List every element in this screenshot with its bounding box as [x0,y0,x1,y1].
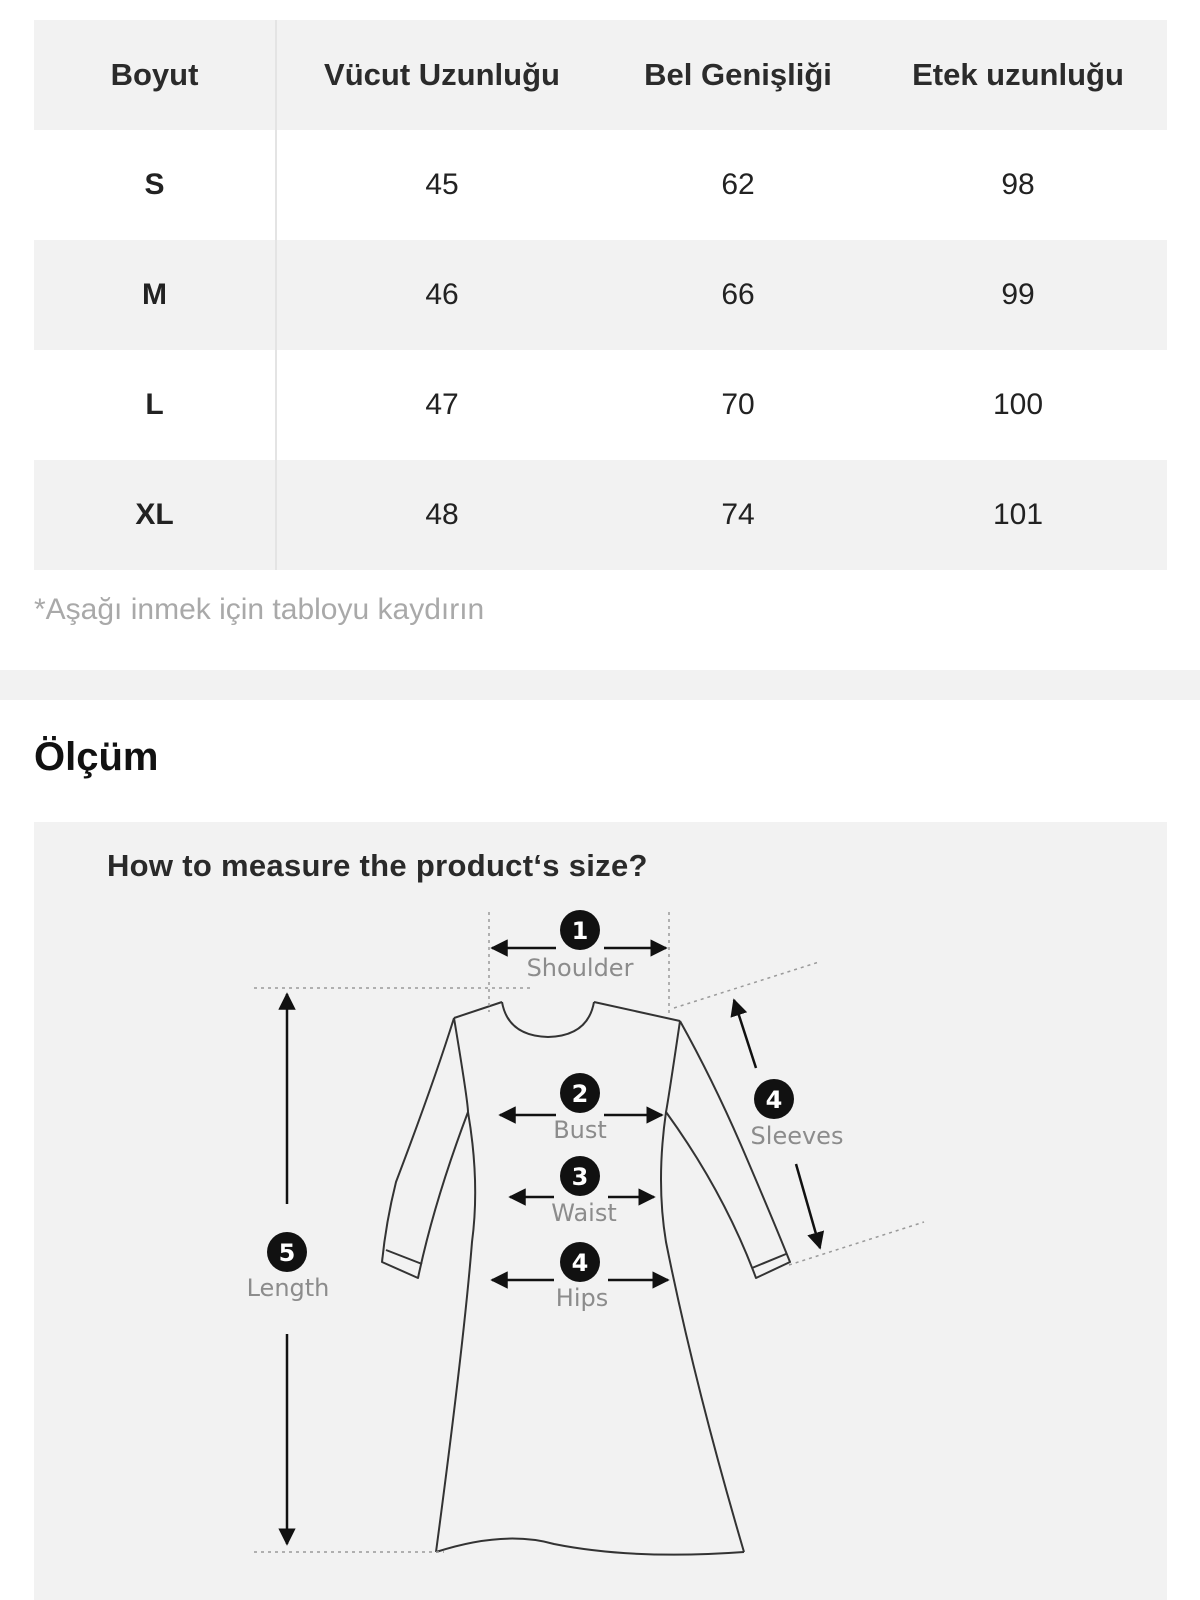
waist-width-cell: 74 [721,498,755,531]
waist-marker [551,1156,616,1227]
shoulder-marker [527,910,634,982]
guide-title: How to measure the product‘s size? [107,848,648,883]
size-cell: L [34,350,277,460]
table-row [34,130,1167,240]
scroll-hint: *Aşağı inmek için tabloyu kaydırın [34,593,485,626]
bust-marker [553,1073,607,1144]
size-cell: S [34,130,277,240]
marker-number: 1 [571,917,589,945]
marker-number: 5 [278,1239,296,1267]
header-skirt-length: Etek uzunluğu [912,57,1124,92]
marker-label: Bust [553,1116,607,1144]
marker-label: Length [246,1274,330,1302]
table-row [34,240,1167,350]
size-table[interactable] [34,20,1167,570]
waist-width-cell: 70 [721,388,755,421]
marker-number: 2 [571,1080,589,1108]
table-header-row [34,20,1167,130]
guide-lines [254,912,924,1552]
size-cell: M [34,240,277,350]
section-divider [0,670,1200,700]
sleeves-marker [751,1079,844,1150]
marker-label: Shoulder [526,954,634,982]
measurement-section-title: Ölçüm [34,735,159,779]
skirt-length-cell: 99 [1001,278,1035,311]
marker-number: 4 [765,1086,783,1114]
waist-width-cell: 62 [721,168,755,201]
skirt-length-cell: 100 [992,388,1044,421]
body-length-cell: 47 [425,388,459,421]
body-length-cell: 45 [425,168,459,201]
marker-label: Hips [555,1284,609,1312]
size-cell: XL [34,460,277,570]
header-body-length: Vücut Uzunluğu [324,57,560,92]
body-length-cell: 48 [425,498,459,531]
table-row [34,460,1167,570]
marker-label: Sleeves [750,1122,844,1150]
marker-number: 3 [571,1163,589,1191]
hips-marker [556,1242,608,1312]
marker-number: 4 [571,1249,589,1277]
header-waist-width: Bel Genişliği [644,57,832,92]
table-row [34,350,1167,460]
skirt-length-cell: 101 [992,498,1044,531]
dress-diagram [34,822,1167,1600]
waist-width-cell: 66 [721,278,755,311]
marker-label: Waist [551,1199,617,1227]
body-length-cell: 46 [425,278,459,311]
measurement-guide [34,822,1167,1600]
length-marker [247,1232,330,1302]
skirt-length-cell: 98 [1001,168,1035,201]
header-size: Boyut [34,20,277,130]
